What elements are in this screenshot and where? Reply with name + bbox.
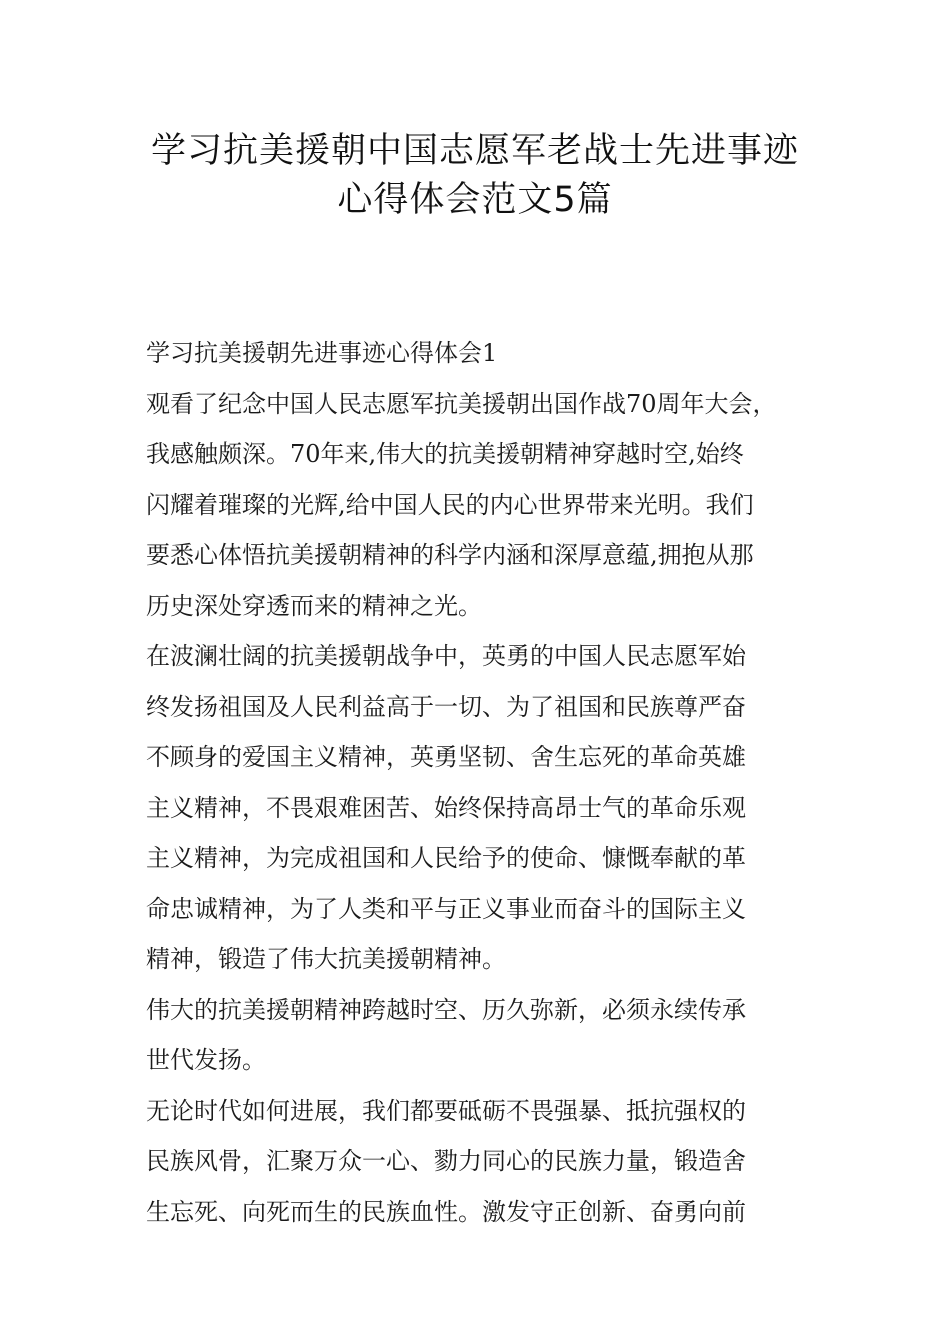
paragraph-line: 世代发扬。 (146, 1046, 266, 1074)
paragraph-line: 终发扬祖国及人民利益高于一切、为了祖国和民族尊严奋 (146, 692, 746, 721)
paragraph-line: 在波澜壮阔的抗美援朝战争中，英勇的中国人民志愿军始 (146, 642, 746, 670)
document-title-line-1: 学习抗美援朝中国志愿军老战士先进事迹 (150, 131, 799, 171)
paragraph-1 (146, 379, 836, 632)
paragraph-4 (146, 1086, 836, 1238)
paragraph-line: 生忘死、向死而生的民族血性。激发守正创新、奋勇向前 (146, 1197, 746, 1226)
paragraph-line: 我感触颇深。70年来,伟大的抗美援朝精神穿越时空,始终 (146, 440, 744, 468)
paragraph-line: 历史深处穿透而来的精神之光。 (146, 591, 482, 620)
paragraph-3 (146, 985, 836, 1086)
paragraph-line: 主义精神，为完成祖国和人民给予的使命、慷慨奉献的革 (146, 844, 746, 872)
document-body (146, 328, 836, 1237)
paragraph-line: 命忠诚精神，为了人类和平与正义事业而奋斗的国际主义 (146, 894, 746, 923)
paragraph-2 (146, 631, 836, 985)
paragraph-line: 不顾身的爱国主义精神，英勇坚韧、舍生忘死的革命英雄 (146, 743, 746, 771)
paragraph-line: 观看了纪念中国人民志愿军抗美援朝出国作战70周年大会， (146, 389, 777, 418)
paragraph-line: 要悉心体悟抗美援朝精神的科学内涵和深厚意蕴,拥抱从那 (146, 541, 754, 569)
paragraph-line: 主义精神，不畏艰难困苦、始终保持高昂士气的革命乐观 (146, 793, 746, 822)
paragraph-line: 闪耀着璀璨的光辉,给中国人民的内心世界带来光明。我们 (146, 490, 754, 519)
document-title-line-2: 心得体会范文5篇 (337, 180, 613, 220)
section-heading (146, 328, 836, 379)
paragraph-line: 无论时代如何进展，我们都要砥砺不畏强暴、抵抗强权的 (146, 1096, 746, 1125)
section-heading-text: 学习抗美援朝先进事迹心得体会1 (146, 339, 498, 367)
paragraph-line: 伟大的抗美援朝精神跨越时空、历久弥新，必须永续传承 (146, 995, 746, 1024)
paragraph-line: 精神，锻造了伟大抗美援朝精神。 (146, 945, 506, 973)
paragraph-line: 民族风骨，汇聚万众一心、勠力同心的民族力量，锻造舍 (146, 1147, 746, 1175)
